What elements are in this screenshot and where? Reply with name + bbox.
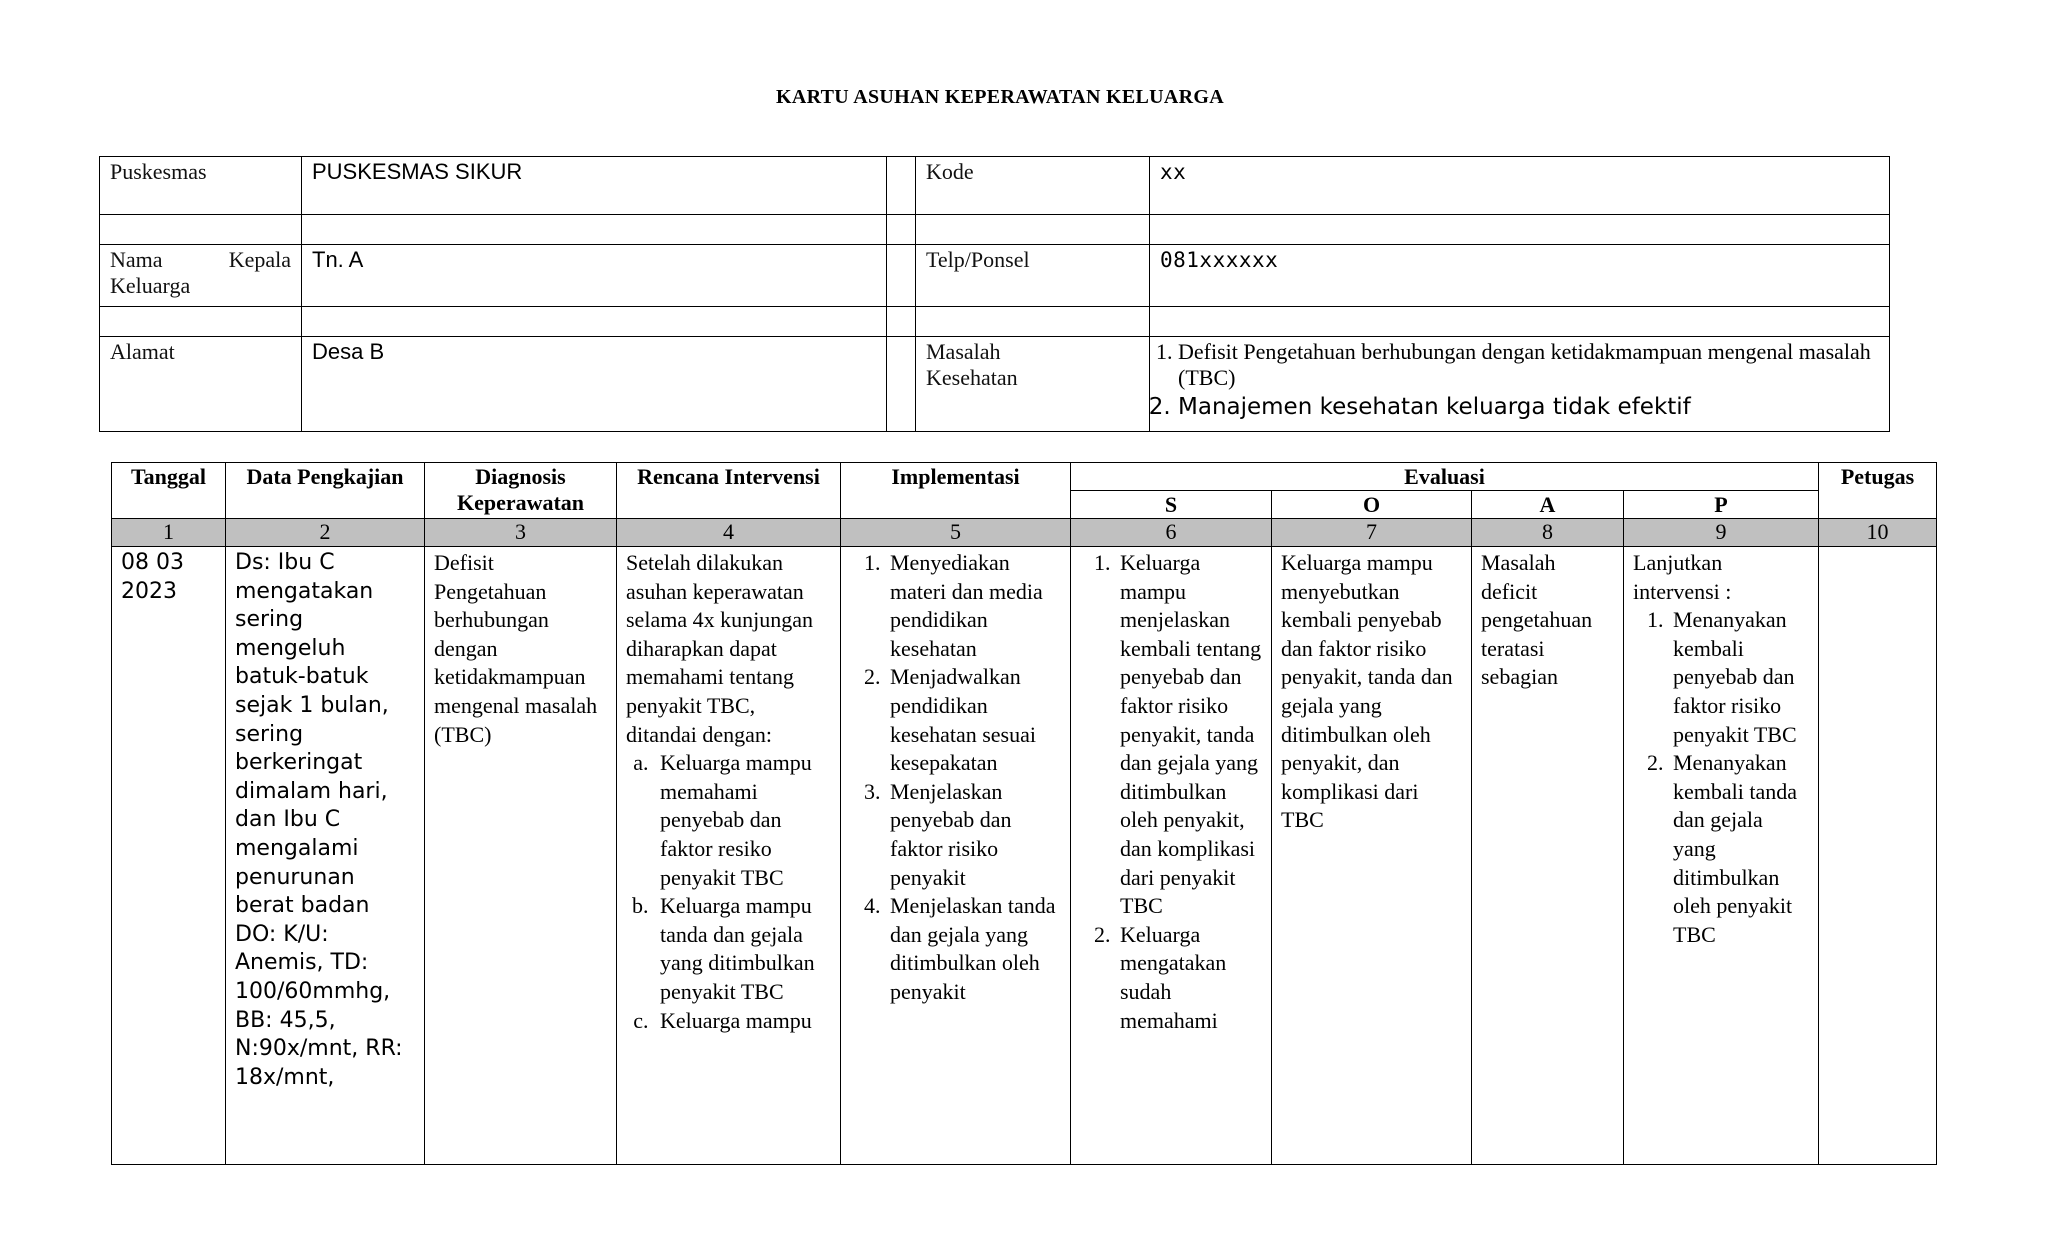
puskesmas-value: PUSKESMAS SIKUR [302,157,887,215]
column-number: 3 [425,519,617,547]
header-petugas: Petugas [1819,463,1937,519]
empty-cell [916,215,1150,245]
implementasi-item: 3. Menjelaskan penyebab dan faktor risiko penyakit [886,778,1061,892]
spacer-cell [887,337,916,432]
column-number: 10 [1819,519,1937,547]
column-number: 8 [1472,519,1624,547]
s-item: 2. Keluarga mengatakan sudah memahami [1116,921,1262,1035]
header-implementasi: Implementasi [841,463,1071,519]
empty-cell [302,307,887,337]
header-data-pengkajian: Data Pengkajian [226,463,425,519]
care-plan-table [111,462,1937,1165]
cell-evaluasi-p [1624,547,1819,1165]
spacer-cell [887,215,916,245]
kepala-keluarga-label [100,245,302,307]
header-rencana: Rencana Intervensi [617,463,841,519]
p-item: 1. Menanyakan kembali penyebab dan faktor risiko penyakit TBC [1669,606,1809,749]
column-number: 1 [112,519,226,547]
header-tanggal: Tanggal [112,463,226,519]
p-item: 2. Menanyakan kembali tanda dan gejala yang ditimbulkan oleh penyakit TBC [1669,749,1809,949]
implementasi-item: 2. Menjadwalkan pendidikan kesehatan sesuai kesepakatan [886,663,1061,777]
column-number: 7 [1272,519,1472,547]
cell-evaluasi-a: Masalah deficit pengetahuan teratasi sebagian [1472,547,1624,1165]
s-item: 1. Keluarga mampu menjelaskan kembali tentang penyebab dan faktor risiko penyakit, tanda dan gejala yang ditimbulkan oleh penyakit, dan komplikasi dari penyakit TBC [1116,549,1262,921]
empty-cell [1150,215,1890,245]
masalah-item: 1. Defisit Pengetahuan berhubungan dengan ketidakmampuan mengenal masalah (TBC) [1178,339,1879,391]
header-diagnosis: Diagnosis Keperawatan [425,463,617,519]
header-a: A [1472,491,1624,519]
empty-cell [1150,307,1890,337]
column-number: 4 [617,519,841,547]
cell-rencana [617,547,841,1165]
rencana-intro: Setelah dilakukan asuhan keperawatan selama 4x kunjungan diharapkan dapat memahami tentang penyakit TBC, ditandai dengan: [626,550,813,747]
cell-implementasi [841,547,1071,1165]
masalah-label-line: Masalah [926,339,1001,364]
implementasi-item: 1. Menyediakan materi dan media pendidikan kesehatan [886,549,1061,663]
kode-value: xx [1150,157,1890,215]
header-p: P [1624,491,1819,519]
alamat-value: Desa B [302,337,887,432]
telp-label: Telp/Ponsel [916,245,1150,307]
empty-cell [916,307,1150,337]
cell-evaluasi-o: Keluarga mampu menyebutkan kembali penyebab dan faktor risiko penyakit, tanda dan gejala yang ditimbulkan oleh penyakit, dan komplikasi dari TBC [1272,547,1472,1165]
page-title: KARTU ASUHAN KEPERAWATAN KELUARGA [776,86,1224,108]
masalah-item: 2. Manajemen kesehatan keluarga tidak efektif [1178,391,1879,423]
empty-cell [302,215,887,245]
column-number: 5 [841,519,1071,547]
cell-tanggal: 08 03 2023 [112,547,226,1165]
kode-label: Kode [916,157,1150,215]
spacer-cell [887,307,916,337]
header-info-table [99,156,1890,432]
kepala-keluarga-value: Tn. A [302,245,887,307]
empty-cell [100,215,302,245]
rencana-item: a. Keluarga mampu memahami penyebab dan faktor resiko penyakit TBC [654,749,831,892]
kepala-label-word: Keluarga [110,273,191,298]
kepala-label-word: Nama [110,247,163,272]
puskesmas-label: Puskesmas [100,157,302,215]
column-number: 6 [1071,519,1272,547]
masalah-label-line: Kesehatan [926,365,1018,390]
rencana-item: c. Keluarga mampu [654,1007,831,1036]
implementasi-item: 4. Menjelaskan tanda dan gejala yang ditimbulkan oleh penyakit [886,892,1061,1006]
header-s: S [1071,491,1272,519]
p-intro: Lanjutkan intervensi : [1633,550,1732,604]
telp-value: 081xxxxxx [1150,245,1890,307]
cell-evaluasi-s [1071,547,1272,1165]
cell-petugas [1819,547,1937,1165]
kepala-label-word: Kepala [228,247,291,272]
masalah-kesehatan-value [1150,337,1890,432]
header-evaluasi: Evaluasi [1071,463,1819,491]
column-number: 9 [1624,519,1819,547]
spacer-cell [887,245,916,307]
column-number: 2 [226,519,425,547]
alamat-label: Alamat [100,337,302,432]
empty-cell [100,307,302,337]
cell-data-pengkajian: Ds: Ibu C mengatakan sering mengeluh batuk-batuk sejak 1 bulan, sering berkeringat dimalam hari, dan Ibu C mengalami penurunan berat badan DO: K/U: Anemis, TD: 100/60mmhg, BB: 45,5, N:90x/mnt, RR: 18x/mnt, [226,547,425,1165]
rencana-item: b. Keluarga mampu tanda dan gejala yang ditimbulkan penyakit TBC [654,892,831,1006]
cell-diagnosis: Defisit Pengetahuan berhubungan dengan ketidakmampuan mengenal masalah (TBC) [425,547,617,1165]
header-o: O [1272,491,1472,519]
masalah-kesehatan-label [916,337,1150,432]
spacer-cell [887,157,916,215]
